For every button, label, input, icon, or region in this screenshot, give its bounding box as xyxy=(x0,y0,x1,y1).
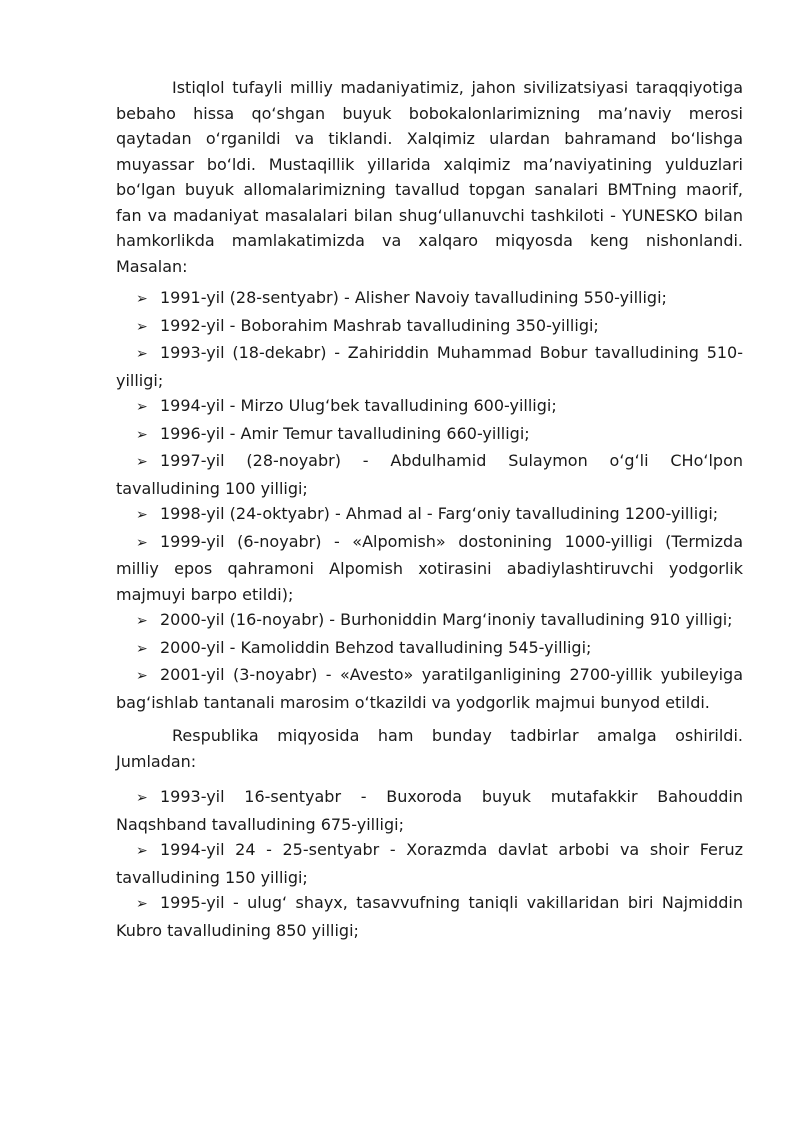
list-item-text: 1993-yil 16-sentyabr - Buxoroda buyuk mutafakkir Bahouddin Naqshband tavalludining 675-yilligi; xyxy=(116,787,743,834)
list-item xyxy=(116,607,743,635)
list-item xyxy=(116,635,743,663)
list-item-text: 1997-yil (28-noyabr) - Abdulhamid Sulaymon o‘g‘li CHo‘lpon tavalludining 100 yilligi; xyxy=(116,451,743,498)
list-item xyxy=(116,393,743,421)
arrow-bullet-icon: ➢ xyxy=(136,399,148,415)
republic-paragraph: Respublika miqyosida ham bunday tadbirlar amalga oshirildi. Jumladan: xyxy=(116,726,743,771)
list-item-text: 2000-yil (16-noyabr) - Burhoniddin Marg‘inoniy tavalludining 910 yilligi; xyxy=(160,610,733,629)
list-item-text: 1991-yil (28-sentyabr) - Alisher Navoiy tavalludining 550-yilligi; xyxy=(160,288,667,307)
arrow-bullet-icon: ➢ xyxy=(136,346,148,362)
list-item-text: 1993-yil (18-dekabr) - Zahiriddin Muhammad Bobur tavalludining 510-yilligi; xyxy=(116,343,743,390)
list-item-text: 1999-yil (6-noyabr) - «Alpomish» dostonining 1000-yilligi (Termizda milliy epos qahramoni Alpomish xotirasini abadiylashtiruvchi yodgorlik majmuyi barpo etildi); xyxy=(116,531,743,604)
list-item-text: 1995-yil - ulug‘ shayx, tasavvufning taniqli vakillaridan biri Najmiddin Kubro tavalludining 850 yilligi; xyxy=(116,893,743,940)
arrow-bullet-icon: ➢ xyxy=(136,454,148,470)
list-item xyxy=(116,529,743,608)
arrow-bullet-icon: ➢ xyxy=(136,291,148,307)
arrow-bullet-icon: ➢ xyxy=(136,843,148,859)
document-page xyxy=(116,75,743,943)
arrow-bullet-icon: ➢ xyxy=(136,507,148,523)
arrow-bullet-icon: ➢ xyxy=(136,318,148,335)
list-item xyxy=(116,421,743,449)
list-item xyxy=(116,890,743,943)
list-item-text: 1994-yil 24 - 25-sentyabr - Xorazmda davlat arbobi va shoir Feruz tavalludining 150 yilligi; xyxy=(116,840,743,887)
arrow-bullet-icon: ➢ xyxy=(136,640,148,657)
arrow-bullet-icon: ➢ xyxy=(136,426,148,443)
list-item xyxy=(116,313,743,341)
list-item-text: 1998-yil (24-oktyabr) - Ahmad al - Farg‘oniy tavalludining 1200-yilligi; xyxy=(160,504,719,523)
list-item xyxy=(116,837,743,890)
list-item-text: 2000-yil - Kamoliddin Behzod tavalludining 545-yilligi; xyxy=(160,637,592,657)
list-item-text: 1992-yil - Boborahim Mashrab tavalludining 350-yilligi; xyxy=(160,315,599,335)
international-events-list xyxy=(116,285,743,715)
list-item-text: 2001-yil (3-noyabr) - «Avesto» yaratilganligining 2700-yillik yubileyiga bag‘ishlab tantanali marosim o‘tkazildi va yodgorlik majmui bunyod etildi. xyxy=(116,665,743,712)
arrow-bullet-icon: ➢ xyxy=(136,896,148,912)
list-item-text: 1994-yil - Mirzo Ulug‘bek tavalludining 600-yilligi; xyxy=(160,396,557,415)
list-item xyxy=(116,448,743,501)
list-item xyxy=(116,501,743,529)
list-item xyxy=(116,662,743,715)
arrow-bullet-icon: ➢ xyxy=(136,790,148,806)
arrow-bullet-icon: ➢ xyxy=(136,668,148,684)
intro-paragraph: Istiqlol tufayli milliy madaniyatimiz, jahon sivilizatsiyasi taraqqiyotiga bebaho hissa qo‘shgan buyuk bobokalonlarimizning ma’naviy merosi qaytadan o‘rganildi va tiklandi. Xalqimiz ulardan bahramand bo‘lishga muyassar bo‘ldi. Mustaqillik yillarida xalqimiz ma’naviyatining yulduzlari bo‘lgan buyuk allomalarimizning tavallud topgan sanalari BMTning maorif, fan va madaniyat masalalari bilan shug‘ullanuvchi tashkiloti - YUNESKO bilan hamkorlikda mamlakatimizda va xalqaro miqyosda keng nishonlandi. Masalan: xyxy=(116,78,743,276)
republic-events-list xyxy=(116,784,743,943)
list-item-text: 1996-yil - Amir Temur tavalludining 660-yilligi; xyxy=(160,423,530,443)
arrow-bullet-icon: ➢ xyxy=(136,613,148,629)
list-item xyxy=(116,285,743,313)
list-item xyxy=(116,340,743,393)
arrow-bullet-icon: ➢ xyxy=(136,534,148,551)
list-item xyxy=(116,784,743,837)
